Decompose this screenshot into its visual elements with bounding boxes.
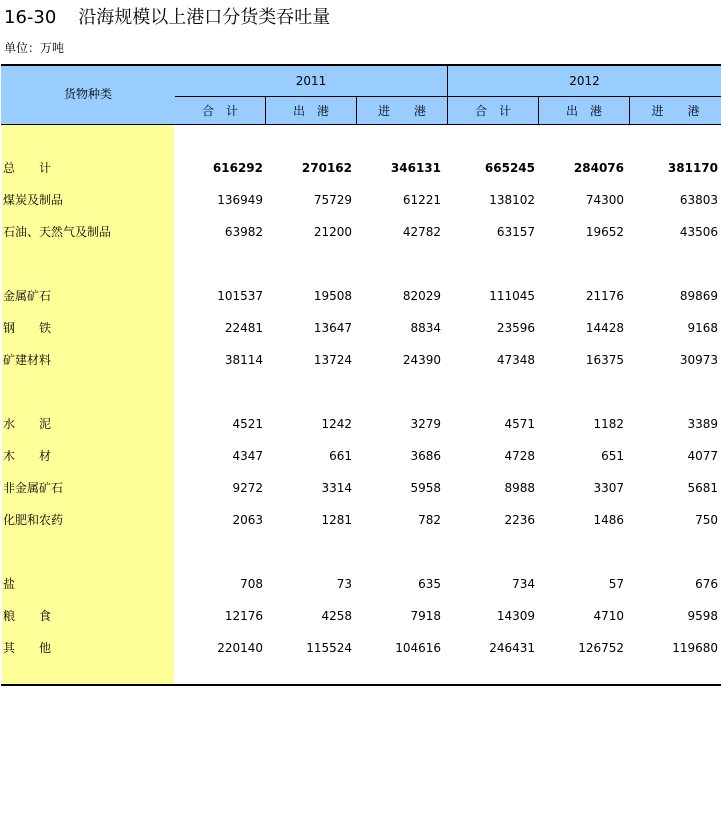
table-cell: 42782 (402, 225, 441, 239)
table-row (0, 184, 721, 216)
table-cell: 74300 (585, 193, 624, 207)
table-cell: 126752 (578, 641, 624, 655)
table-cell: 82029 (402, 289, 441, 303)
table-cell: 4728 (504, 449, 535, 463)
table-cell: 676 (695, 577, 718, 591)
header-category: 货物种类 (63, 87, 112, 101)
table-cell: 9598 (687, 609, 718, 623)
table-cell: 1242 (321, 417, 352, 431)
table-cell: 61221 (402, 193, 441, 207)
row-label: 石油、天然气及制品 (3, 225, 112, 239)
table-cell: 3279 (410, 417, 441, 431)
header-total-2012: 合 计 (474, 104, 511, 118)
row-label: 钢 铁 (3, 321, 52, 335)
table-cell: 12176 (224, 609, 263, 623)
table-cell: 57 (608, 577, 624, 591)
table-cell: 19652 (585, 225, 624, 239)
table-cell: 13647 (313, 321, 352, 335)
table-cell: 2063 (232, 513, 263, 527)
row-label: 化肥和农药 (3, 513, 64, 527)
table-cell: 246431 (489, 641, 535, 655)
table-cell: 220140 (217, 641, 263, 655)
table-row (0, 280, 721, 312)
table-cell: 138102 (489, 193, 535, 207)
table-cell: 115524 (306, 641, 352, 655)
table-bottom-rule (1, 684, 721, 686)
table-cell: 47348 (496, 353, 535, 367)
table-cell: 89869 (679, 289, 718, 303)
table-cell: 3686 (410, 449, 441, 463)
table-cell: 104616 (395, 641, 441, 655)
table-cell: 7918 (410, 609, 441, 623)
table-row (0, 504, 721, 536)
table-cell: 3314 (321, 481, 352, 495)
table-cell: 21176 (585, 289, 624, 303)
table-cell: 782 (418, 513, 441, 527)
table-number: 16-30 (4, 7, 57, 28)
row-label: 水 泥 (3, 417, 52, 431)
table-cell: 665245 (484, 161, 535, 175)
table-row (0, 568, 721, 600)
table-cell: 24390 (402, 353, 441, 367)
row-label: 木 材 (3, 449, 52, 463)
header-outbound-2011: 出 港 (292, 104, 329, 118)
table-cell: 19508 (313, 289, 352, 303)
page-title (4, 6, 330, 30)
header-total-2011: 合 计 (201, 104, 238, 118)
table-cell: 4347 (232, 449, 263, 463)
row-label: 矿建材料 (3, 353, 52, 367)
table-row (0, 440, 721, 472)
table-title: 沿海规模以上港口分货类吞吐量 (78, 7, 331, 28)
table-row (0, 216, 721, 248)
table-cell: 734 (512, 577, 535, 591)
table-row (0, 152, 721, 184)
table-row (0, 344, 721, 376)
table-cell: 43506 (679, 225, 718, 239)
table-cell: 4077 (687, 449, 718, 463)
table-cell: 63982 (224, 225, 263, 239)
table-row (0, 472, 721, 504)
table-cell: 5958 (410, 481, 441, 495)
table-cell: 101537 (217, 289, 263, 303)
unit-note: 单位：万吨 (4, 41, 65, 55)
table-cell: 13724 (313, 353, 352, 367)
table-cell: 346131 (390, 161, 441, 175)
table-cell: 661 (329, 449, 352, 463)
table-cell: 3389 (687, 417, 718, 431)
table-cell: 8988 (504, 481, 535, 495)
table-cell: 2236 (504, 513, 535, 527)
table-cell: 381170 (667, 161, 718, 175)
table-cell: 23596 (496, 321, 535, 335)
table-row (0, 600, 721, 632)
table-cell: 22481 (224, 321, 263, 335)
table-cell: 5681 (687, 481, 718, 495)
header-outbound-2012: 出 港 (565, 104, 602, 118)
table-cell: 3307 (593, 481, 624, 495)
table-cell: 4258 (321, 609, 352, 623)
header-inbound-2012: 进 港 (651, 104, 700, 118)
table-cell: 63803 (679, 193, 718, 207)
row-label: 金属矿石 (3, 289, 52, 303)
table-cell: 270162 (301, 161, 352, 175)
table-cell: 9168 (687, 321, 718, 335)
table-cell: 73 (336, 577, 352, 591)
table-cell: 635 (418, 577, 441, 591)
row-label: 非金属矿石 (3, 481, 64, 495)
row-label: 粮 食 (3, 609, 52, 623)
header-year-2012: 2012 (569, 74, 600, 88)
table-cell: 111045 (489, 289, 535, 303)
table-cell: 651 (601, 449, 624, 463)
table-cell: 38114 (224, 353, 263, 367)
row-label: 盐 (3, 577, 16, 591)
table-cell: 616292 (212, 161, 263, 175)
table-row (0, 408, 721, 440)
table-cell: 136949 (217, 193, 263, 207)
table-cell: 708 (240, 577, 263, 591)
table-cell: 16375 (585, 353, 624, 367)
table-header (0, 64, 721, 125)
table-cell: 750 (695, 513, 718, 527)
table-cell: 14309 (496, 609, 535, 623)
table-row (0, 632, 721, 664)
row-label: 总 计 (3, 161, 52, 175)
row-label: 其 他 (3, 641, 52, 655)
table-cell: 4710 (593, 609, 624, 623)
header-year-2011: 2011 (295, 74, 327, 88)
table-cell: 1182 (593, 417, 624, 431)
table-cell: 30973 (679, 353, 718, 367)
row-label: 煤炭及制品 (3, 193, 64, 207)
table-cell: 1486 (593, 513, 624, 527)
table-cell: 21200 (313, 225, 352, 239)
table-cell: 284076 (573, 161, 624, 175)
table-cell: 8834 (410, 321, 441, 335)
table-cell: 75729 (313, 193, 352, 207)
table-cell: 1281 (321, 513, 352, 527)
table-cell: 9272 (232, 481, 263, 495)
header-inbound-2011: 进 港 (377, 104, 426, 118)
table-row (0, 312, 721, 344)
table-cell: 4521 (232, 417, 263, 431)
table-cell: 14428 (585, 321, 624, 335)
table-cell: 4571 (504, 417, 535, 431)
table-cell: 119680 (672, 641, 718, 655)
table-cell: 63157 (496, 225, 535, 239)
